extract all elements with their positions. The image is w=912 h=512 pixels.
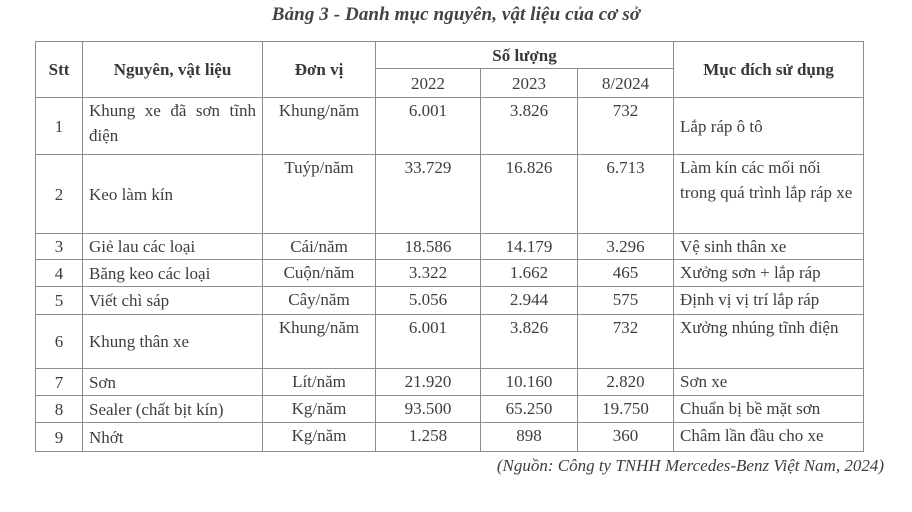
cell-2023: 65.250 [481, 396, 578, 423]
cell-stt: 7 [36, 369, 83, 396]
header-unit: Đơn vị [263, 42, 376, 98]
cell-unit: Cây/năm [263, 287, 376, 315]
cell-2022: 6.001 [376, 98, 481, 155]
cell-2023: 10.160 [481, 369, 578, 396]
cell-2022: 93.500 [376, 396, 481, 423]
header-purpose: Mục đích sử dụng [674, 42, 864, 98]
cell-2023: 3.826 [481, 315, 578, 369]
header-stt: Stt [36, 42, 83, 98]
cell-purpose: Châm lần đầu cho xe [674, 423, 864, 452]
cell-2023: 16.826 [481, 155, 578, 234]
materials-table [35, 41, 864, 452]
source-note: (Nguồn: Công ty TNHH Mercedes-Benz Việt Nam, 2024) [496, 456, 884, 475]
cell-material: Viết chì sáp [83, 287, 263, 315]
table-row [36, 260, 864, 287]
cell-2024: 360 [578, 423, 674, 452]
table-row [36, 369, 864, 396]
cell-2022: 6.001 [376, 315, 481, 369]
cell-material: Sealer (chất bịt kín) [83, 396, 263, 423]
cell-2022: 18.586 [376, 234, 481, 260]
header-quantity: Số lượng [376, 42, 674, 69]
cell-2022: 21.920 [376, 369, 481, 396]
cell-2023: 14.179 [481, 234, 578, 260]
cell-2024: 2.820 [578, 369, 674, 396]
cell-2022: 3.322 [376, 260, 481, 287]
cell-unit: Tuýp/năm [263, 155, 376, 234]
header-year-2023: 2023 [481, 69, 578, 98]
cell-stt: 5 [36, 287, 83, 315]
cell-2024: 732 [578, 315, 674, 369]
cell-material: Nhớt [83, 423, 263, 452]
cell-material: Giẻ lau các loại [83, 234, 263, 260]
cell-stt: 3 [36, 234, 83, 260]
cell-material: Băng keo các loại [83, 260, 263, 287]
header-material: Nguyên, vật liệu [83, 42, 263, 98]
cell-2024: 575 [578, 287, 674, 315]
table-caption: Bảng 3 - Danh mục nguyên, vật liệu của cơ sở [271, 4, 641, 25]
table-row [36, 287, 864, 315]
cell-purpose: Sơn xe [674, 369, 864, 396]
cell-2023: 2.944 [481, 287, 578, 315]
cell-2022: 33.729 [376, 155, 481, 234]
table-row [36, 98, 864, 155]
cell-stt: 2 [36, 155, 83, 234]
cell-2024: 465 [578, 260, 674, 287]
cell-2024: 732 [578, 98, 674, 155]
cell-2024: 19.750 [578, 396, 674, 423]
cell-stt: 9 [36, 423, 83, 452]
cell-unit: Cuộn/năm [263, 260, 376, 287]
cell-2022: 1.258 [376, 423, 481, 452]
cell-material: Khung thân xe [83, 315, 263, 369]
table-row [36, 155, 864, 234]
cell-purpose: Xưởng nhúng tĩnh điện [674, 315, 864, 369]
header-year-2024: 8/2024 [578, 69, 674, 98]
cell-purpose: Lắp ráp ô tô [674, 98, 864, 155]
cell-material: Keo làm kín [83, 155, 263, 234]
table-row [36, 396, 864, 423]
cell-purpose: Xưởng sơn + lắp ráp [674, 260, 864, 287]
cell-purpose: Chuẩn bị bề mặt sơn [674, 396, 864, 423]
cell-2024: 3.296 [578, 234, 674, 260]
cell-purpose: Vệ sinh thân xe [674, 234, 864, 260]
cell-2022: 5.056 [376, 287, 481, 315]
cell-unit: Lít/năm [263, 369, 376, 396]
cell-2023: 1.662 [481, 260, 578, 287]
cell-unit: Cái/năm [263, 234, 376, 260]
cell-2023: 898 [481, 423, 578, 452]
cell-purpose: Làm kín các mối nối trong quá trình lắp ráp xe [674, 155, 864, 234]
cell-unit: Khung/năm [263, 98, 376, 155]
table-row [36, 423, 864, 452]
cell-2023: 3.826 [481, 98, 578, 155]
cell-unit: Khung/năm [263, 315, 376, 369]
table-row [36, 234, 864, 260]
cell-unit: Kg/năm [263, 423, 376, 452]
header-year-2022: 2022 [376, 69, 481, 98]
cell-unit: Kg/năm [263, 396, 376, 423]
cell-material: Khung xe đã sơn tĩnh điện [83, 98, 263, 155]
cell-stt: 4 [36, 260, 83, 287]
cell-material: Sơn [83, 369, 263, 396]
cell-purpose: Định vị vị trí lắp ráp [674, 287, 864, 315]
cell-stt: 8 [36, 396, 83, 423]
table-row [36, 315, 864, 369]
cell-stt: 1 [36, 98, 83, 155]
cell-stt: 6 [36, 315, 83, 369]
cell-2024: 6.713 [578, 155, 674, 234]
